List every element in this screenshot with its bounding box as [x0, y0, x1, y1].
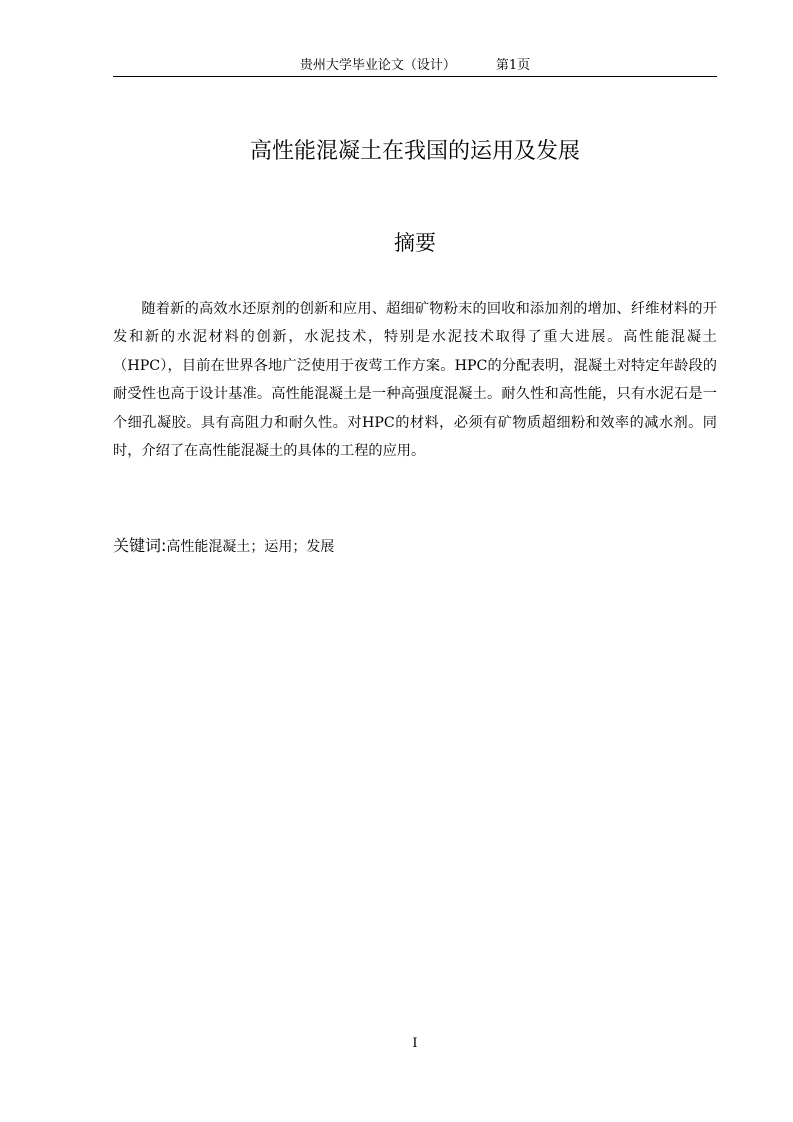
keywords-line: [113, 532, 717, 561]
page-header: [113, 56, 717, 77]
document-title: 高性能混凝土在我国的运用及发展: [249, 139, 580, 164]
abstract-heading: 摘要: [394, 231, 436, 255]
keywords-values: 高性能混凝土；运用；发展: [166, 539, 335, 555]
page-number: I: [412, 1036, 418, 1051]
keywords-label: 关键词:: [113, 536, 167, 555]
abstract-body: 随着新的高效水还原剂的创新和应用、超细矿物粉末的回收和添加剂的增加、纤维材料的开发和新的水泥材料的创新，水泥技术，特别是水泥技术取得了重大进展。高性能混凝土（HPC），目前在世界各地广泛使用于夜莺工作方案。HPC的分配表明，混凝土对特定年龄段的耐受性也高于设计基准。高性能混凝土是一种高强度混凝土。耐久性和高性能，只有水泥石是一个细孔凝胶。具有高阻力和耐久性。对HPC的材料，必须有矿物质超细粉和效率的减水剂。同时，介绍了在高性能混凝土的具体的工程的应用。: [113, 301, 717, 460]
header-document-type: 贵州大学毕业论文（设计）: [299, 58, 456, 73]
header-page-label: 第1页: [495, 58, 531, 73]
